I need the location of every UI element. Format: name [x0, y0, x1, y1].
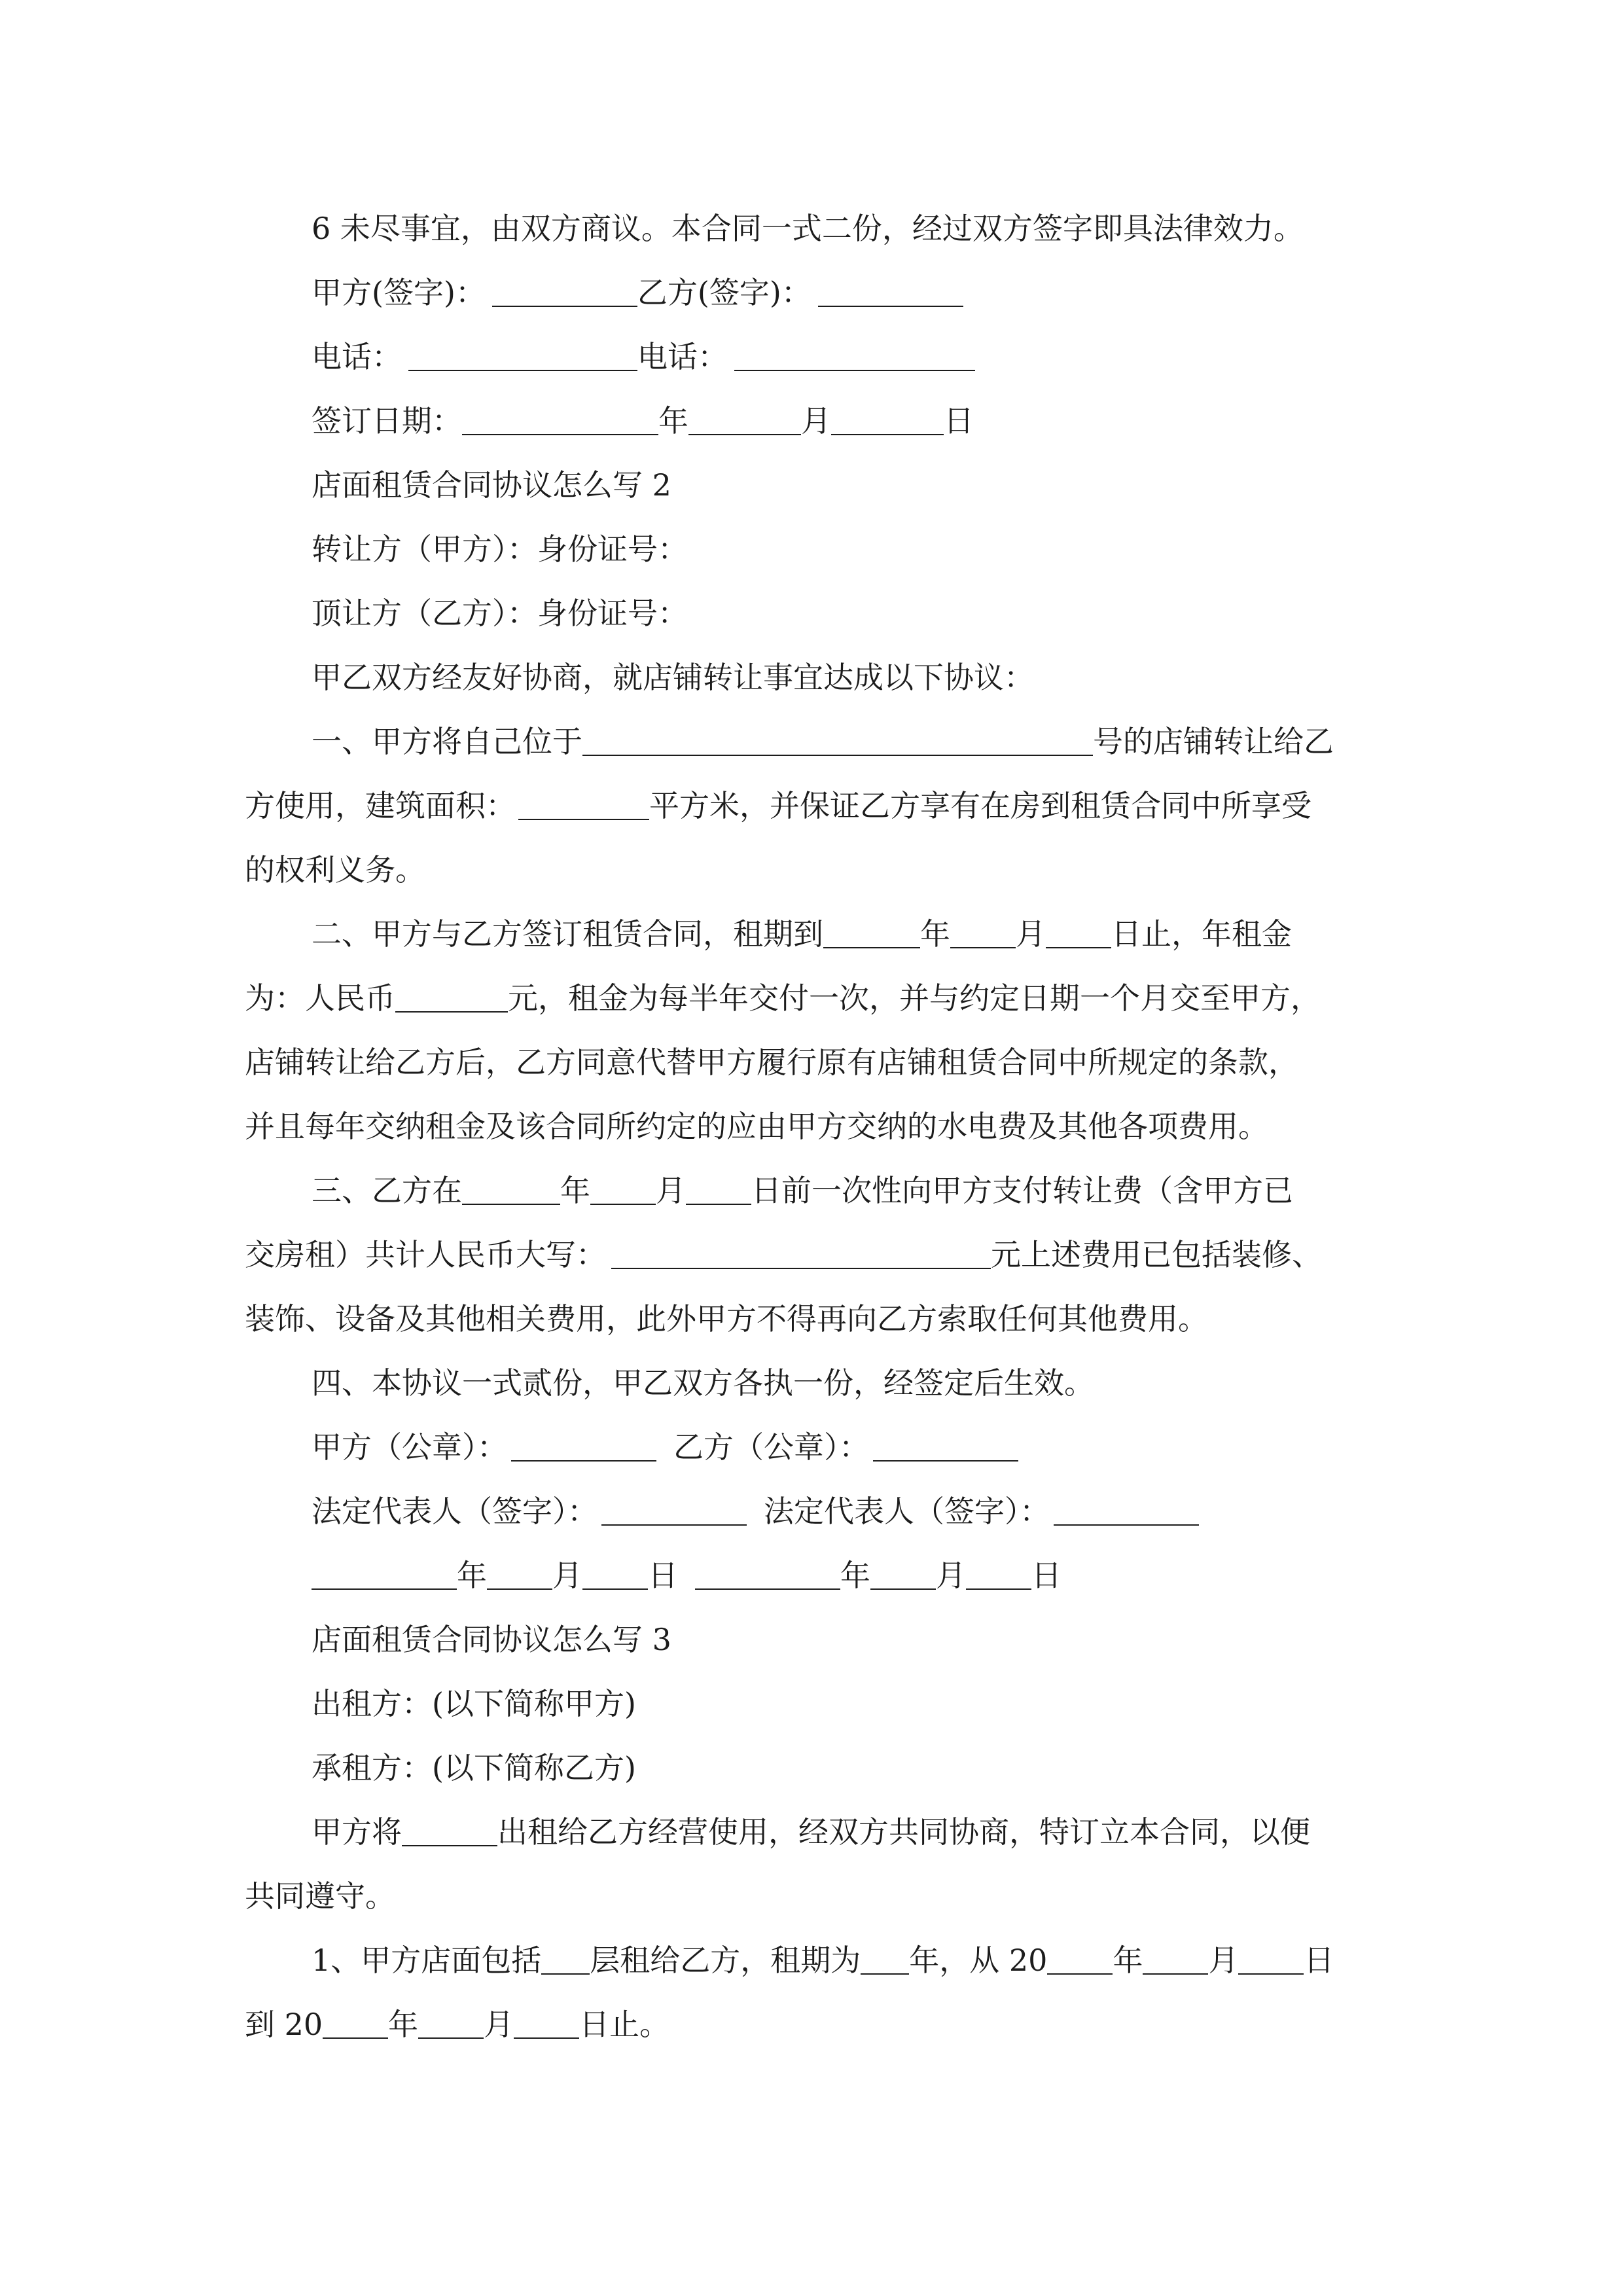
party-a-month-blank[interactable]: [487, 1556, 552, 1590]
party-a-day-blank[interactable]: [582, 1556, 648, 1590]
annual-rent-blank[interactable]: [395, 978, 508, 1013]
clause-3-line-1: [0, 1166, 1623, 1215]
end-day-blank[interactable]: [514, 2005, 579, 2039]
transferor-text: 转让方（甲方）：身份证号：: [312, 531, 688, 567]
party-b-seal-label: 乙方（公章）：: [673, 1429, 869, 1465]
clause-6-text: 6 未尽事宜，由双方商议。本合同一式二份，经过双方签字即具法律效力。: [312, 211, 1304, 246]
section-heading-3-text: 店面租赁合同协议怎么写 3: [312, 1622, 671, 1657]
party-b-year-blank[interactable]: [695, 1556, 840, 1590]
lease-intro-text-a: 甲方将: [312, 1814, 402, 1850]
clause-2-line-3: [0, 1038, 1623, 1086]
payment-year-blank[interactable]: [462, 1171, 560, 1205]
party-a-year-blank[interactable]: [312, 1556, 457, 1590]
sign-month-blank[interactable]: [688, 401, 801, 435]
sign-date-label: 签订日期：: [312, 403, 462, 439]
party-a-seal-label: 甲方（公章）：: [312, 1429, 507, 1465]
clause-1-text-d: 平方米，并保证乙方享有在房到租赁合同中所享受: [649, 788, 1311, 823]
lease-intro-line-2: [0, 1872, 1623, 1920]
lease-year-blank[interactable]: [823, 914, 920, 948]
payment-month-blank[interactable]: [590, 1171, 656, 1205]
sign-date-line: [0, 397, 1623, 445]
clause-3-text-f: 元上述费用已包括装修、: [991, 1237, 1322, 1272]
day-label: 日: [1304, 1943, 1334, 1978]
month-label: 月: [801, 403, 831, 439]
clause-2-text-h: 并且每年交纳租金及该合同所约定的应由甲方交纳的水电费及其他各项费用。: [245, 1109, 1268, 1144]
clause-1-text-c: 方使用，建筑面积：: [245, 788, 516, 823]
clause-1-line-3: [0, 846, 1623, 894]
section-heading-2: [0, 461, 1623, 509]
end-month-blank[interactable]: [418, 2005, 484, 2039]
clause-3-text-a: 三、乙方在: [312, 1173, 462, 1208]
clause-1-line-2: [0, 781, 1623, 830]
sign-year-blank[interactable]: [462, 401, 658, 435]
month-label: 月: [1016, 916, 1046, 952]
lease-intro-text-b: 出租给乙方经营使用，经双方共同协商，特订立本合同，以便: [497, 1814, 1310, 1850]
lease-term-line-1: [0, 1936, 1623, 1984]
lease-intro-line-1: [0, 1808, 1623, 1856]
agreement-intro: [0, 653, 1623, 702]
month-label: 月: [936, 1558, 966, 1593]
lessee-line: [0, 1744, 1623, 1792]
agreement-intro-text: 甲乙双方经友好协商，就店铺转让事宜达成以下协议：: [312, 660, 1034, 695]
start-day-blank[interactable]: [1238, 1941, 1304, 1975]
party-b-rep-blank[interactable]: [1054, 1492, 1199, 1526]
clause-4-text: 四、本协议一式贰份，甲乙双方各执一份，经签定后生效。: [312, 1365, 1094, 1401]
party-a-seal-blank[interactable]: [511, 1427, 656, 1462]
party-a-phone-label: 电话：: [312, 339, 402, 374]
clause-3-text-d: 日前一次性向甲方支付转让费（含甲方已: [751, 1173, 1293, 1208]
party-a-rep-blank[interactable]: [601, 1492, 747, 1526]
lease-term-text-a: 1、甲方店面包括: [312, 1943, 542, 1978]
year-label: 年: [560, 1173, 590, 1208]
year-label: 年: [457, 1558, 487, 1593]
start-year-blank[interactable]: [1047, 1941, 1113, 1975]
clause-2-text-e: 为：人民币: [245, 980, 395, 1016]
term-years-blank[interactable]: [861, 1941, 909, 1975]
day-label: 日: [1031, 1558, 1061, 1593]
year-label: 年: [840, 1558, 870, 1593]
lessor-line: [0, 1679, 1623, 1728]
legal-rep-line: [0, 1487, 1623, 1535]
party-a-rep-label: 法定代表人（签字）：: [312, 1494, 597, 1529]
clause-2-text-a: 二、甲方与乙方签订租赁合同，租期到: [312, 916, 823, 952]
clause-1-text-e: 的权利义务。: [245, 852, 425, 888]
transferor-line: [0, 525, 1623, 573]
payment-day-blank[interactable]: [686, 1171, 751, 1205]
clause-4: [0, 1359, 1623, 1407]
seal-line: [0, 1423, 1623, 1471]
shop-address-blank[interactable]: [582, 722, 1093, 756]
year-label: 年: [920, 916, 950, 952]
lease-term-text-g: 到 20: [245, 2007, 323, 2042]
phone-line: [0, 332, 1623, 381]
party-a-sign-label: 甲方(签字)：: [312, 275, 486, 310]
party-b-rep-label: 法定代表人（签字）：: [764, 1494, 1050, 1529]
sign-day-blank[interactable]: [831, 401, 944, 435]
party-b-phone-blank[interactable]: [734, 337, 975, 371]
lease-term-text-j: 日止。: [579, 2007, 670, 2042]
month-label: 月: [656, 1173, 686, 1208]
clause-1-line-1: [0, 717, 1623, 766]
party-b-sign-blank[interactable]: [818, 273, 963, 307]
signature-line: [0, 268, 1623, 317]
party-b-sign-label: 乙方(签字)：: [637, 275, 812, 310]
lease-intro-text-c: 共同遵守。: [245, 1878, 395, 1914]
area-blank[interactable]: [518, 786, 649, 820]
section-heading-3: [0, 1615, 1623, 1664]
transferee-text: 顶让方（乙方）：身份证号：: [312, 596, 688, 631]
clause-2-text-d: 日止，年租金: [1111, 916, 1292, 952]
month-label: 月: [552, 1558, 582, 1593]
lease-term-text-b: 层租给乙方，租期为: [590, 1943, 861, 1978]
party-a-sign-blank[interactable]: [492, 273, 637, 307]
clause-1-text-b: 号的店铺转让给乙: [1093, 724, 1334, 759]
clause-3-line-2: [0, 1230, 1623, 1279]
clause-2-line-1: [0, 910, 1623, 958]
clause-6: [0, 204, 1623, 253]
party-b-seal-blank[interactable]: [873, 1427, 1018, 1462]
section-heading-2-text: 店面租赁合同协议怎么写 2: [312, 467, 671, 503]
clause-2-text-g: 店铺转让给乙方后，乙方同意代替甲方履行原有店铺租赁合同中所规定的条款，: [245, 1045, 1298, 1080]
clause-1-text-a: 一、甲方将自己位于: [312, 724, 582, 759]
month-label: 月: [1208, 1943, 1239, 1978]
clause-3-text-e: 交房租）共计人民币大写：: [245, 1237, 606, 1272]
end-year-blank[interactable]: [323, 2005, 388, 2039]
lessee-text: 承租方：(以下简称乙方): [312, 1750, 636, 1785]
clause-2-line-4: [0, 1102, 1623, 1151]
transferee-line: [0, 589, 1623, 637]
lease-month-blank[interactable]: [950, 914, 1016, 948]
year-label: 年: [1113, 1943, 1143, 1978]
premises-blank[interactable]: [402, 1812, 497, 1846]
party-b-month-blank[interactable]: [870, 1556, 936, 1590]
day-label: 日: [944, 403, 974, 439]
day-label: 日: [648, 1558, 678, 1593]
clause-2-line-2: [0, 974, 1623, 1022]
year-label: 年: [658, 403, 688, 439]
floors-blank[interactable]: [541, 1941, 590, 1975]
clause-3-text-g: 装饰、设备及其他相关费用，此外甲方不得再向乙方索取任何其他费用。: [245, 1301, 1208, 1336]
party-b-day-blank[interactable]: [966, 1556, 1031, 1590]
clause-3-line-3: [0, 1295, 1623, 1343]
start-month-blank[interactable]: [1143, 1941, 1208, 1975]
lease-day-blank[interactable]: [1046, 914, 1111, 948]
party-b-phone-label: 电话：: [637, 339, 728, 374]
seal-date-line: [0, 1551, 1623, 1600]
party-a-phone-blank[interactable]: [408, 337, 637, 371]
month-label: 月: [484, 2007, 514, 2042]
clause-2-text-f: 元，租金为每半年交付一次，并与约定日期一个月交至甲方，: [508, 980, 1321, 1016]
lease-term-line-2: [0, 2000, 1623, 2049]
lessor-text: 出租方：(以下简称甲方): [312, 1686, 636, 1721]
lease-term-text-c: 年，从 20: [909, 1943, 1048, 1978]
year-label: 年: [388, 2007, 419, 2042]
transfer-fee-blank[interactable]: [611, 1235, 991, 1269]
